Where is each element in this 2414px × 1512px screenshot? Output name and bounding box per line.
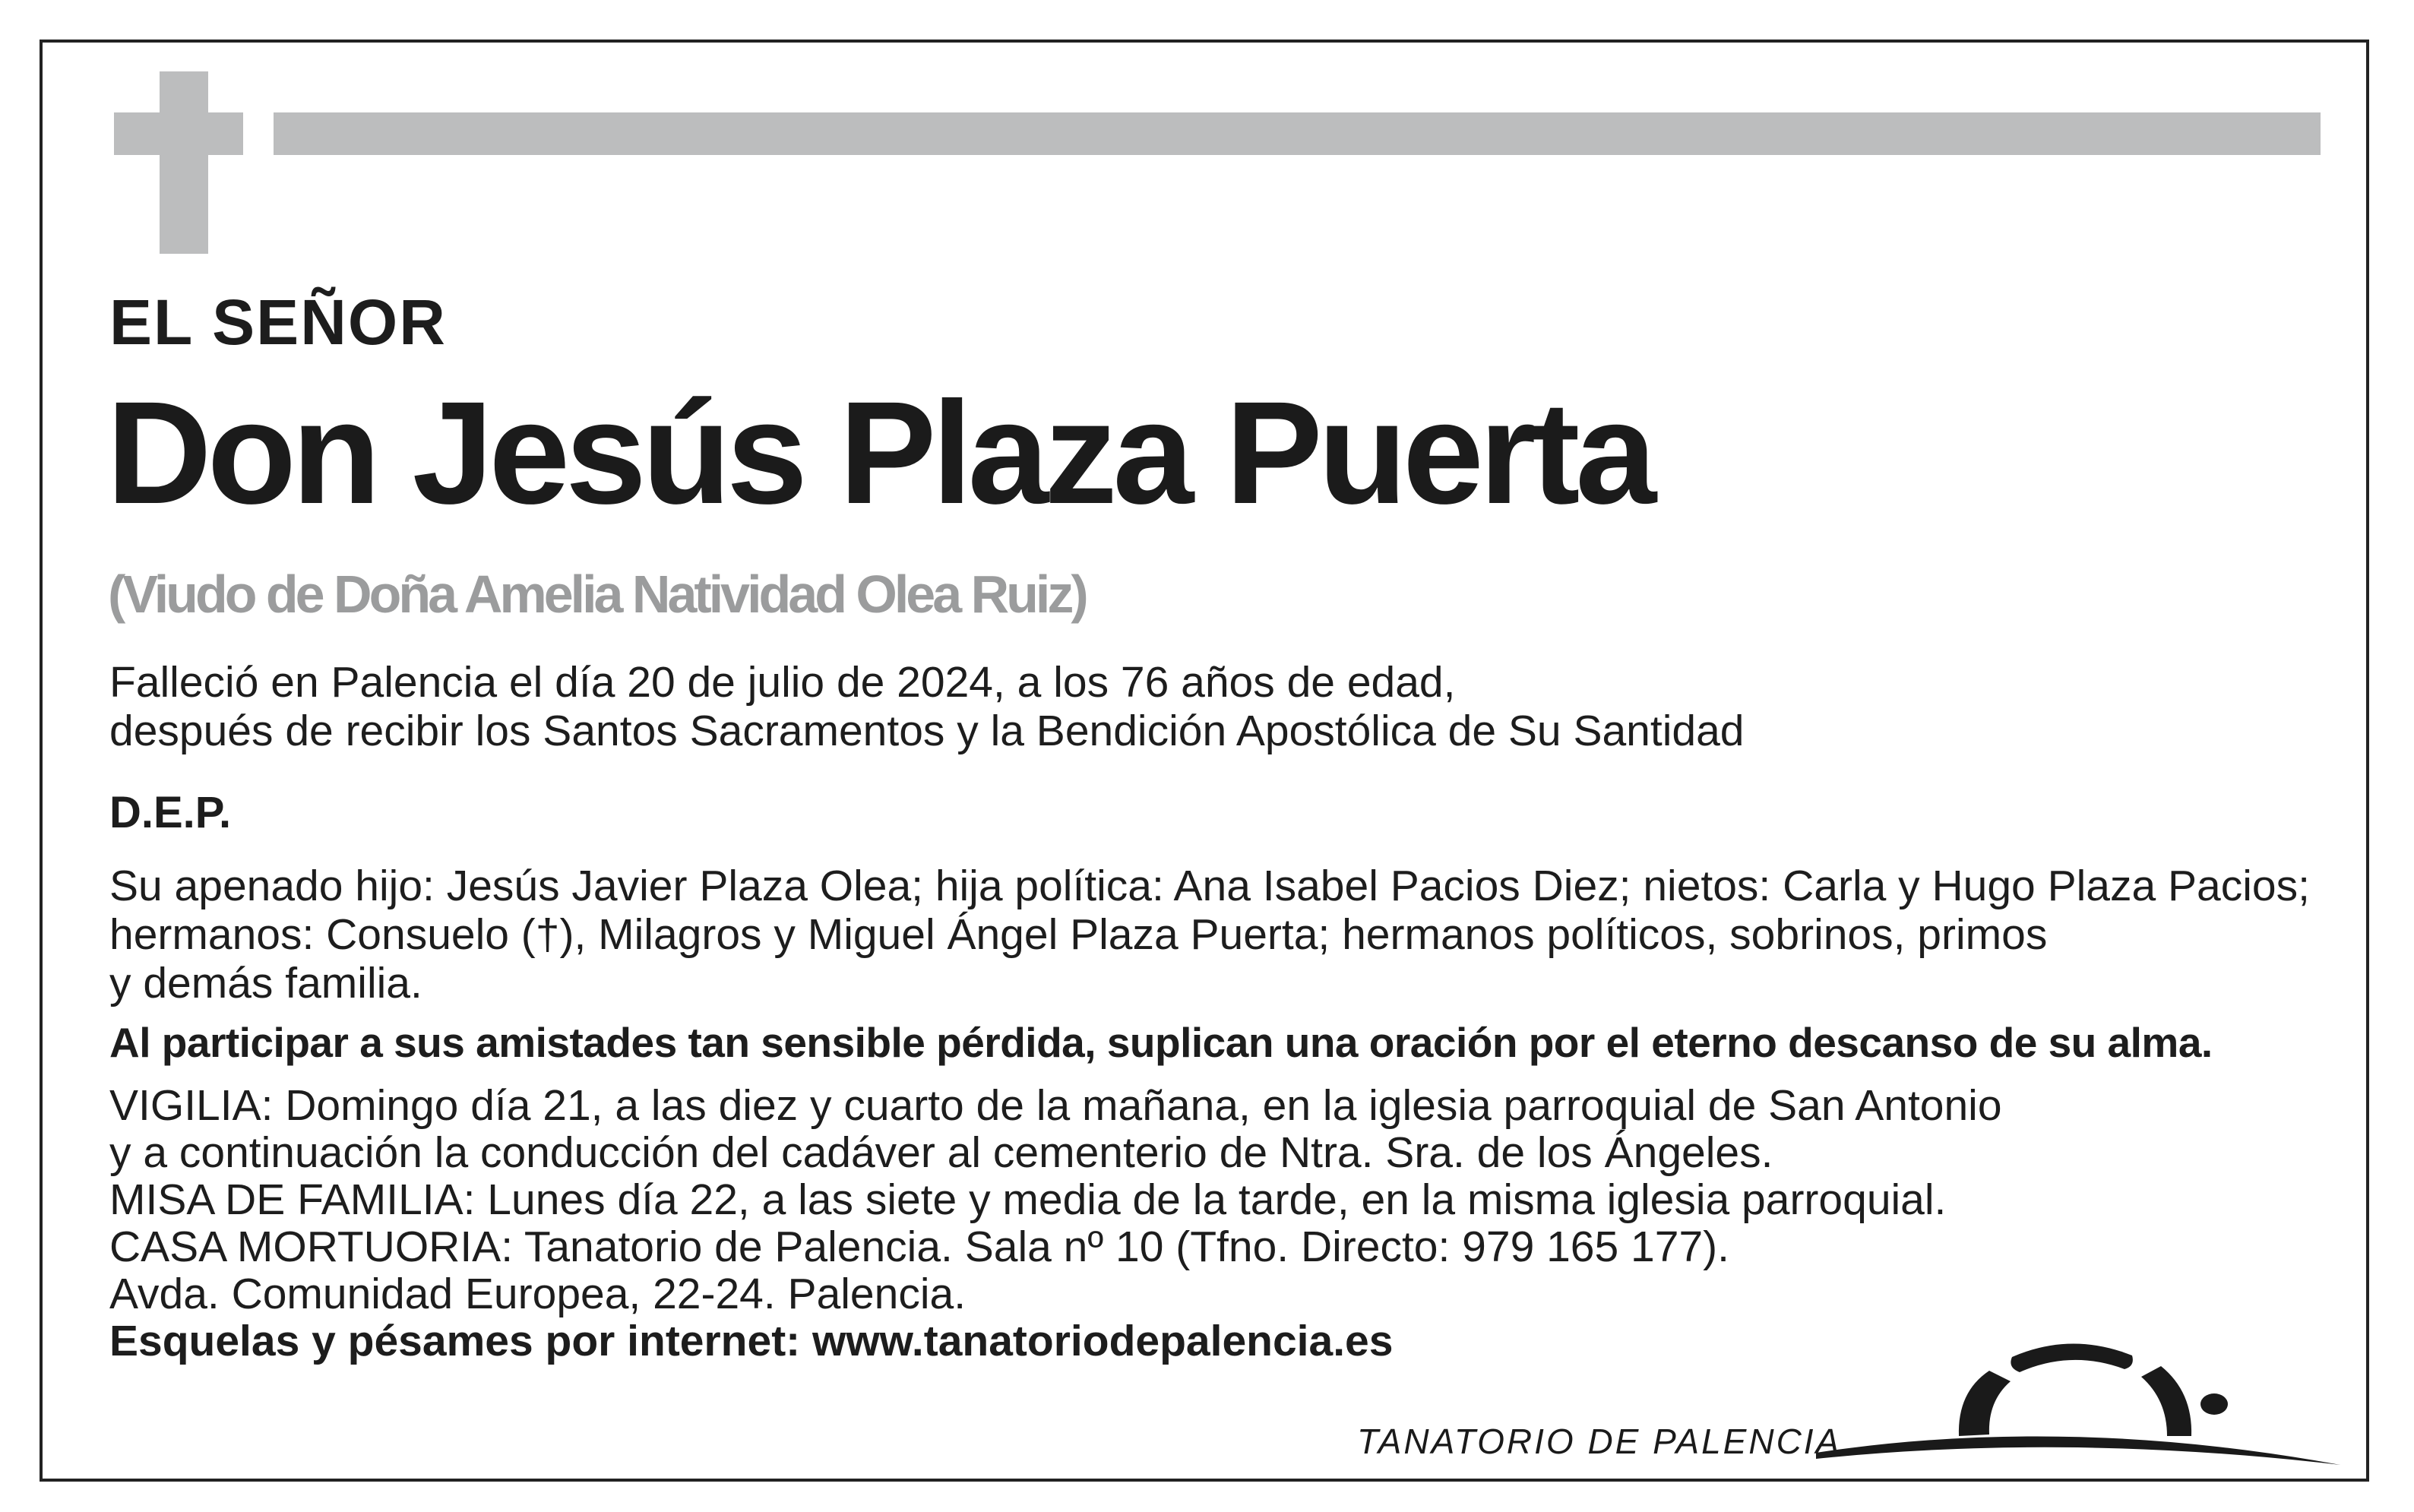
vigil-line: y a continuación la conducción del cadáver al cementerio de Ntra. Sra. de los Ángeles. bbox=[109, 1128, 1773, 1177]
rip-label: D.E.P. bbox=[109, 788, 232, 837]
funeral-home-line: CASA MORTUORIA: Tanatorio de Palencia. Sala nº 10 (Tfno. Directo: 979 165 177). bbox=[109, 1223, 1729, 1271]
internet-line: Esquelas y pésames por internet: www.tanatoriodepalencia.es bbox=[109, 1317, 1394, 1365]
header-divider-bar bbox=[274, 112, 2321, 155]
cross-icon-vertical bbox=[160, 71, 208, 254]
cross-icon-horizontal bbox=[114, 112, 243, 155]
family-listing bbox=[109, 862, 2336, 1007]
address-line: Avda. Comunidad Europea, 22-24. Palencia. bbox=[109, 1270, 967, 1318]
family-line: hermanos: Consuelo (†), Milagros y Miguel Ángel Plaza Puerta; hermanos políticos, sobrinos, primos bbox=[109, 910, 2048, 959]
vigil-line: VIGILIA: Domingo día 21, a las diez y cuarto de la mañana, en la iglesia parroquial de San Antonio bbox=[109, 1081, 2002, 1130]
deceased-name: Don Jesús Plaza Puerta bbox=[106, 371, 1653, 534]
death-info-line: después de recibir los Santos Sacramentos y la Bendición Apostólica de Su Santidad bbox=[109, 707, 1745, 755]
brand-name: TANATORIO DE PALENCIA bbox=[1357, 1422, 1842, 1461]
family-line: Su apenado hijo: Jesús Javier Plaza Olea; hija política: Ana Isabel Pacios Diez; nietos: Carla y Hugo Plaza Pacios; bbox=[109, 862, 2310, 910]
death-info bbox=[109, 658, 2336, 755]
tanatorio-dome-logo-icon bbox=[1816, 1322, 2348, 1482]
family-mass-line: MISA DE FAMILIA: Lunes día 22, a las siete y media de la tarde, en la misma iglesia parroquial. bbox=[109, 1175, 1947, 1224]
title-prefix: EL SEÑOR bbox=[109, 286, 447, 358]
death-info-line: Falleció en Palencia el día 20 de julio de 2024, a los 76 años de edad, bbox=[109, 658, 1456, 707]
family-line: y demás familia. bbox=[109, 959, 422, 1007]
prayer-request: Al participar a sus amistades tan sensible pérdida, suplican una oración por el eterno descanso de su alma. bbox=[109, 1019, 2213, 1066]
widower-note: (Viudo de Doña Amelia Natividad Olea Ruiz) bbox=[108, 565, 1086, 624]
